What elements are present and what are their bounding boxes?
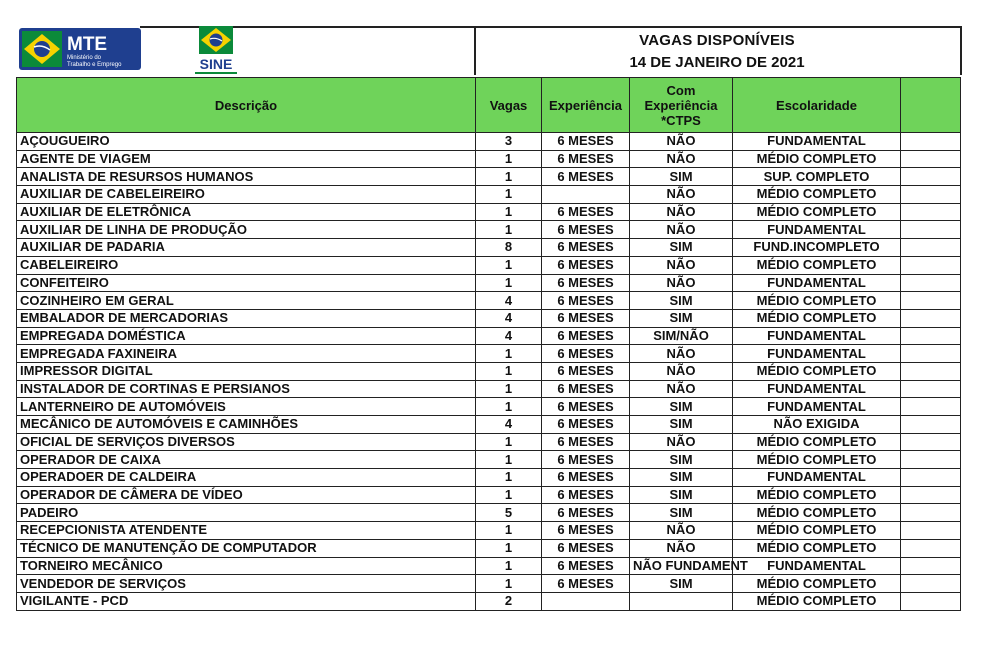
table-row bbox=[17, 469, 961, 487]
cell-ctps: SIM bbox=[630, 168, 733, 186]
column-header-vagas: Vagas bbox=[476, 78, 542, 133]
table-row bbox=[17, 256, 961, 274]
ctps-header-line3: *CTPS bbox=[661, 112, 701, 128]
table-row bbox=[17, 274, 961, 292]
cell-blank bbox=[901, 469, 961, 487]
cell-experiencia: 6 MESES bbox=[542, 274, 630, 292]
cell-blank bbox=[901, 433, 961, 451]
table-row bbox=[17, 221, 961, 239]
cell-ctps: SIM bbox=[630, 398, 733, 416]
cell-vagas: 4 bbox=[476, 309, 542, 327]
table-row bbox=[17, 539, 961, 557]
cell-experiencia: 6 MESES bbox=[542, 451, 630, 469]
cell-blank bbox=[901, 186, 961, 204]
cell-descricao: OPERADOR DE CÂMERA DE VÍDEO bbox=[17, 486, 476, 504]
cell-escolaridade: MÉDIO COMPLETO bbox=[733, 486, 901, 504]
cell-ctps: SIM bbox=[630, 416, 733, 434]
cell-escolaridade: MÉDIO COMPLETO bbox=[733, 504, 901, 522]
cell-ctps: NÃO bbox=[630, 380, 733, 398]
cell-vagas: 1 bbox=[476, 575, 542, 593]
cell-blank bbox=[901, 203, 961, 221]
cell-escolaridade: FUNDAMENTAL bbox=[733, 274, 901, 292]
cell-ctps: SIM/NÃO bbox=[630, 327, 733, 345]
cell-vagas: 1 bbox=[476, 433, 542, 451]
cell-blank bbox=[901, 133, 961, 151]
cell-escolaridade: MÉDIO COMPLETO bbox=[733, 592, 901, 610]
table-row bbox=[17, 416, 961, 434]
table-header-row bbox=[17, 78, 961, 133]
cell-experiencia: 6 MESES bbox=[542, 557, 630, 575]
cell-escolaridade: FUNDAMENTAL bbox=[733, 345, 901, 363]
cell-blank bbox=[901, 150, 961, 168]
cell-ctps: SIM bbox=[630, 575, 733, 593]
cell-ctps: NÃO bbox=[630, 522, 733, 540]
cell-descricao: MECÂNICO DE AUTOMÓVEIS E CAMINHÕES bbox=[17, 416, 476, 434]
cell-descricao: INSTALADOR DE CORTINAS E PERSIANOS bbox=[17, 380, 476, 398]
table-row bbox=[17, 380, 961, 398]
page-title: VAGAS DISPONÍVEIS bbox=[639, 32, 795, 49]
cell-ctps: NÃO FUNDAMENT bbox=[630, 557, 733, 575]
cell-escolaridade: MÉDIO COMPLETO bbox=[733, 203, 901, 221]
cell-ctps: NÃO bbox=[630, 539, 733, 557]
cell-ctps: NÃO bbox=[630, 345, 733, 363]
cell-vagas: 1 bbox=[476, 522, 542, 540]
cell-experiencia: 6 MESES bbox=[542, 469, 630, 487]
cell-vagas: 1 bbox=[476, 256, 542, 274]
cell-vagas: 1 bbox=[476, 168, 542, 186]
cell-descricao: CABELEIREIRO bbox=[17, 256, 476, 274]
cell-blank bbox=[901, 504, 961, 522]
cell-experiencia: 6 MESES bbox=[542, 133, 630, 151]
cell-blank bbox=[901, 292, 961, 310]
cell-experiencia: 6 MESES bbox=[542, 522, 630, 540]
table-row bbox=[17, 592, 961, 610]
cell-descricao: COZINHEIRO EM GERAL bbox=[17, 292, 476, 310]
cell-vagas: 3 bbox=[476, 133, 542, 151]
cell-descricao: RECEPCIONISTA ATENDENTE bbox=[17, 522, 476, 540]
cell-vagas: 5 bbox=[476, 504, 542, 522]
cell-descricao: TORNEIRO MECÂNICO bbox=[17, 557, 476, 575]
cell-escolaridade: FUNDAMENTAL bbox=[733, 557, 901, 575]
cell-ctps bbox=[630, 592, 733, 610]
cell-experiencia: 6 MESES bbox=[542, 416, 630, 434]
table-row bbox=[17, 239, 961, 257]
cell-blank bbox=[901, 539, 961, 557]
cell-descricao: VENDEDOR DE SERVIÇOS bbox=[17, 575, 476, 593]
cell-experiencia: 6 MESES bbox=[542, 433, 630, 451]
cell-experiencia: 6 MESES bbox=[542, 398, 630, 416]
cell-descricao: OPERADOR DE CAIXA bbox=[17, 451, 476, 469]
cell-ctps: NÃO bbox=[630, 256, 733, 274]
cell-experiencia: 6 MESES bbox=[542, 575, 630, 593]
cell-vagas: 1 bbox=[476, 451, 542, 469]
cell-blank bbox=[901, 362, 961, 380]
cell-ctps: SIM bbox=[630, 309, 733, 327]
table-row bbox=[17, 309, 961, 327]
cell-ctps: SIM bbox=[630, 292, 733, 310]
cell-experiencia: 6 MESES bbox=[542, 362, 630, 380]
cell-ctps: NÃO bbox=[630, 186, 733, 204]
table-row bbox=[17, 150, 961, 168]
cell-escolaridade: MÉDIO COMPLETO bbox=[733, 292, 901, 310]
cell-blank bbox=[901, 522, 961, 540]
table-row bbox=[17, 362, 961, 380]
cell-escolaridade: MÉDIO COMPLETO bbox=[733, 309, 901, 327]
cell-descricao: PADEIRO bbox=[17, 504, 476, 522]
sheet-header bbox=[16, 24, 960, 77]
cell-blank bbox=[901, 592, 961, 610]
job-listing-sheet bbox=[16, 24, 960, 611]
cell-ctps: NÃO bbox=[630, 274, 733, 292]
ctps-header-line1: Com bbox=[666, 82, 696, 98]
cell-blank bbox=[901, 398, 961, 416]
cell-descricao: AUXILIAR DE LINHA DE PRODUÇÃO bbox=[17, 221, 476, 239]
ctps-header-line2: Experiência bbox=[644, 97, 718, 113]
cell-ctps: NÃO bbox=[630, 433, 733, 451]
vacancies-table bbox=[16, 77, 961, 611]
table-row bbox=[17, 486, 961, 504]
cell-ctps: NÃO bbox=[630, 150, 733, 168]
cell-experiencia: 6 MESES bbox=[542, 486, 630, 504]
table-row bbox=[17, 504, 961, 522]
cell-blank bbox=[901, 451, 961, 469]
table-row bbox=[17, 133, 961, 151]
cell-escolaridade: FUNDAMENTAL bbox=[733, 398, 901, 416]
cell-escolaridade: FUNDAMENTAL bbox=[733, 327, 901, 345]
cell-vagas: 1 bbox=[476, 486, 542, 504]
column-header-experiencia: Experiência bbox=[542, 78, 630, 133]
cell-experiencia: 6 MESES bbox=[542, 203, 630, 221]
table-row bbox=[17, 522, 961, 540]
cell-blank bbox=[901, 327, 961, 345]
mte-logo bbox=[19, 28, 141, 70]
cell-escolaridade: MÉDIO COMPLETO bbox=[733, 522, 901, 540]
cell-blank bbox=[901, 345, 961, 363]
cell-escolaridade: MÉDIO COMPLETO bbox=[733, 256, 901, 274]
mte-logo-line1: Ministério do bbox=[67, 55, 102, 61]
cell-ctps: NÃO bbox=[630, 362, 733, 380]
table-row bbox=[17, 433, 961, 451]
cell-ctps: NÃO bbox=[630, 133, 733, 151]
cell-experiencia: 6 MESES bbox=[542, 150, 630, 168]
cell-vagas: 1 bbox=[476, 274, 542, 292]
table-row bbox=[17, 168, 961, 186]
cell-vagas: 1 bbox=[476, 203, 542, 221]
cell-blank bbox=[901, 557, 961, 575]
cell-escolaridade: FUND.INCOMPLETO bbox=[733, 239, 901, 257]
cell-descricao: TÉCNICO DE MANUTENÇÃO DE COMPUTADOR bbox=[17, 539, 476, 557]
cell-escolaridade: FUNDAMENTAL bbox=[733, 469, 901, 487]
cell-ctps: NÃO bbox=[630, 221, 733, 239]
cell-experiencia: 6 MESES bbox=[542, 221, 630, 239]
cell-escolaridade: MÉDIO COMPLETO bbox=[733, 539, 901, 557]
cell-descricao: EMPREGADA DOMÉSTICA bbox=[17, 327, 476, 345]
cell-blank bbox=[901, 486, 961, 504]
table-row bbox=[17, 345, 961, 363]
cell-descricao: IMPRESSOR DIGITAL bbox=[17, 362, 476, 380]
cell-vagas: 1 bbox=[476, 221, 542, 239]
cell-escolaridade: NÃO EXIGIDA bbox=[733, 416, 901, 434]
cell-vagas: 1 bbox=[476, 398, 542, 416]
cell-experiencia: 6 MESES bbox=[542, 168, 630, 186]
cell-ctps: SIM bbox=[630, 451, 733, 469]
cell-descricao: AUXILIAR DE PADARIA bbox=[17, 239, 476, 257]
cell-blank bbox=[901, 221, 961, 239]
cell-experiencia: 6 MESES bbox=[542, 327, 630, 345]
cell-ctps: SIM bbox=[630, 504, 733, 522]
cell-blank bbox=[901, 274, 961, 292]
cell-vagas: 1 bbox=[476, 380, 542, 398]
cell-escolaridade: MÉDIO COMPLETO bbox=[733, 451, 901, 469]
table-row bbox=[17, 327, 961, 345]
cell-experiencia: 6 MESES bbox=[542, 539, 630, 557]
column-header-escolaridade: Escolaridade bbox=[733, 78, 901, 133]
table-row bbox=[17, 186, 961, 204]
cell-descricao: AGENTE DE VIAGEM bbox=[17, 150, 476, 168]
cell-descricao: AUXILIAR DE ELETRÔNICA bbox=[17, 203, 476, 221]
cell-escolaridade: MÉDIO COMPLETO bbox=[733, 186, 901, 204]
cell-vagas: 2 bbox=[476, 592, 542, 610]
mte-logo-line2: Trabalho e Emprego bbox=[67, 62, 122, 68]
cell-blank bbox=[901, 256, 961, 274]
cell-vagas: 1 bbox=[476, 539, 542, 557]
cell-escolaridade: MÉDIO COMPLETO bbox=[733, 575, 901, 593]
cell-escolaridade: SUP. COMPLETO bbox=[733, 168, 901, 186]
cell-experiencia: 6 MESES bbox=[542, 504, 630, 522]
cell-vagas: 1 bbox=[476, 345, 542, 363]
cell-blank bbox=[901, 416, 961, 434]
cell-vagas: 4 bbox=[476, 292, 542, 310]
cell-experiencia: 6 MESES bbox=[542, 256, 630, 274]
cell-vagas: 1 bbox=[476, 469, 542, 487]
table-row bbox=[17, 557, 961, 575]
cell-descricao: EMPREGADA FAXINEIRA bbox=[17, 345, 476, 363]
cell-descricao: EMBALADOR DE MERCADORIAS bbox=[17, 309, 476, 327]
cell-vagas: 8 bbox=[476, 239, 542, 257]
table-row bbox=[17, 203, 961, 221]
cell-escolaridade: FUNDAMENTAL bbox=[733, 133, 901, 151]
sine-logo-name: SINE bbox=[199, 56, 233, 72]
cell-experiencia: 6 MESES bbox=[542, 292, 630, 310]
table-row bbox=[17, 451, 961, 469]
cell-vagas: 1 bbox=[476, 186, 542, 204]
cell-vagas: 4 bbox=[476, 416, 542, 434]
cell-vagas: 1 bbox=[476, 150, 542, 168]
cell-experiencia: 6 MESES bbox=[542, 345, 630, 363]
cell-escolaridade: MÉDIO COMPLETO bbox=[733, 362, 901, 380]
cell-blank bbox=[901, 168, 961, 186]
cell-descricao: ANALISTA DE RESURSOS HUMANOS bbox=[17, 168, 476, 186]
mte-logo-name: MTE bbox=[67, 34, 108, 55]
cell-experiencia: 6 MESES bbox=[542, 380, 630, 398]
cell-descricao: AÇOUGUEIRO bbox=[17, 133, 476, 151]
cell-experiencia: 6 MESES bbox=[542, 239, 630, 257]
cell-escolaridade: MÉDIO COMPLETO bbox=[733, 433, 901, 451]
cell-descricao: AUXILIAR DE CABELEIREIRO bbox=[17, 186, 476, 204]
page-date: 14 DE JANEIRO DE 2021 bbox=[629, 54, 805, 71]
cell-experiencia bbox=[542, 186, 630, 204]
column-header-blank bbox=[901, 78, 961, 133]
cell-blank bbox=[901, 380, 961, 398]
cell-ctps: NÃO bbox=[630, 203, 733, 221]
cell-vagas: 4 bbox=[476, 327, 542, 345]
cell-vagas: 1 bbox=[476, 557, 542, 575]
cell-descricao: LANTERNEIRO DE AUTOMÓVEIS bbox=[17, 398, 476, 416]
column-header-descricao: Descrição bbox=[17, 78, 476, 133]
table-body bbox=[17, 133, 961, 611]
cell-escolaridade: FUNDAMENTAL bbox=[733, 380, 901, 398]
cell-descricao: OPERADOER DE CALDEIRA bbox=[17, 469, 476, 487]
cell-blank bbox=[901, 239, 961, 257]
sine-logo bbox=[191, 26, 241, 76]
cell-blank bbox=[901, 309, 961, 327]
column-header-ctps bbox=[630, 78, 733, 133]
cell-ctps: SIM bbox=[630, 239, 733, 257]
cell-vagas: 1 bbox=[476, 362, 542, 380]
cell-descricao: CONFEITEIRO bbox=[17, 274, 476, 292]
table-row bbox=[17, 575, 961, 593]
cell-descricao: VIGILANTE - PCD bbox=[17, 592, 476, 610]
cell-escolaridade: FUNDAMENTAL bbox=[733, 221, 901, 239]
cell-escolaridade: MÉDIO COMPLETO bbox=[733, 150, 901, 168]
table-row bbox=[17, 398, 961, 416]
table-row bbox=[17, 292, 961, 310]
cell-ctps: SIM bbox=[630, 486, 733, 504]
cell-experiencia: 6 MESES bbox=[542, 309, 630, 327]
cell-blank bbox=[901, 575, 961, 593]
cell-descricao: OFICIAL DE SERVIÇOS DIVERSOS bbox=[17, 433, 476, 451]
cell-ctps: SIM bbox=[630, 469, 733, 487]
cell-experiencia bbox=[542, 592, 630, 610]
